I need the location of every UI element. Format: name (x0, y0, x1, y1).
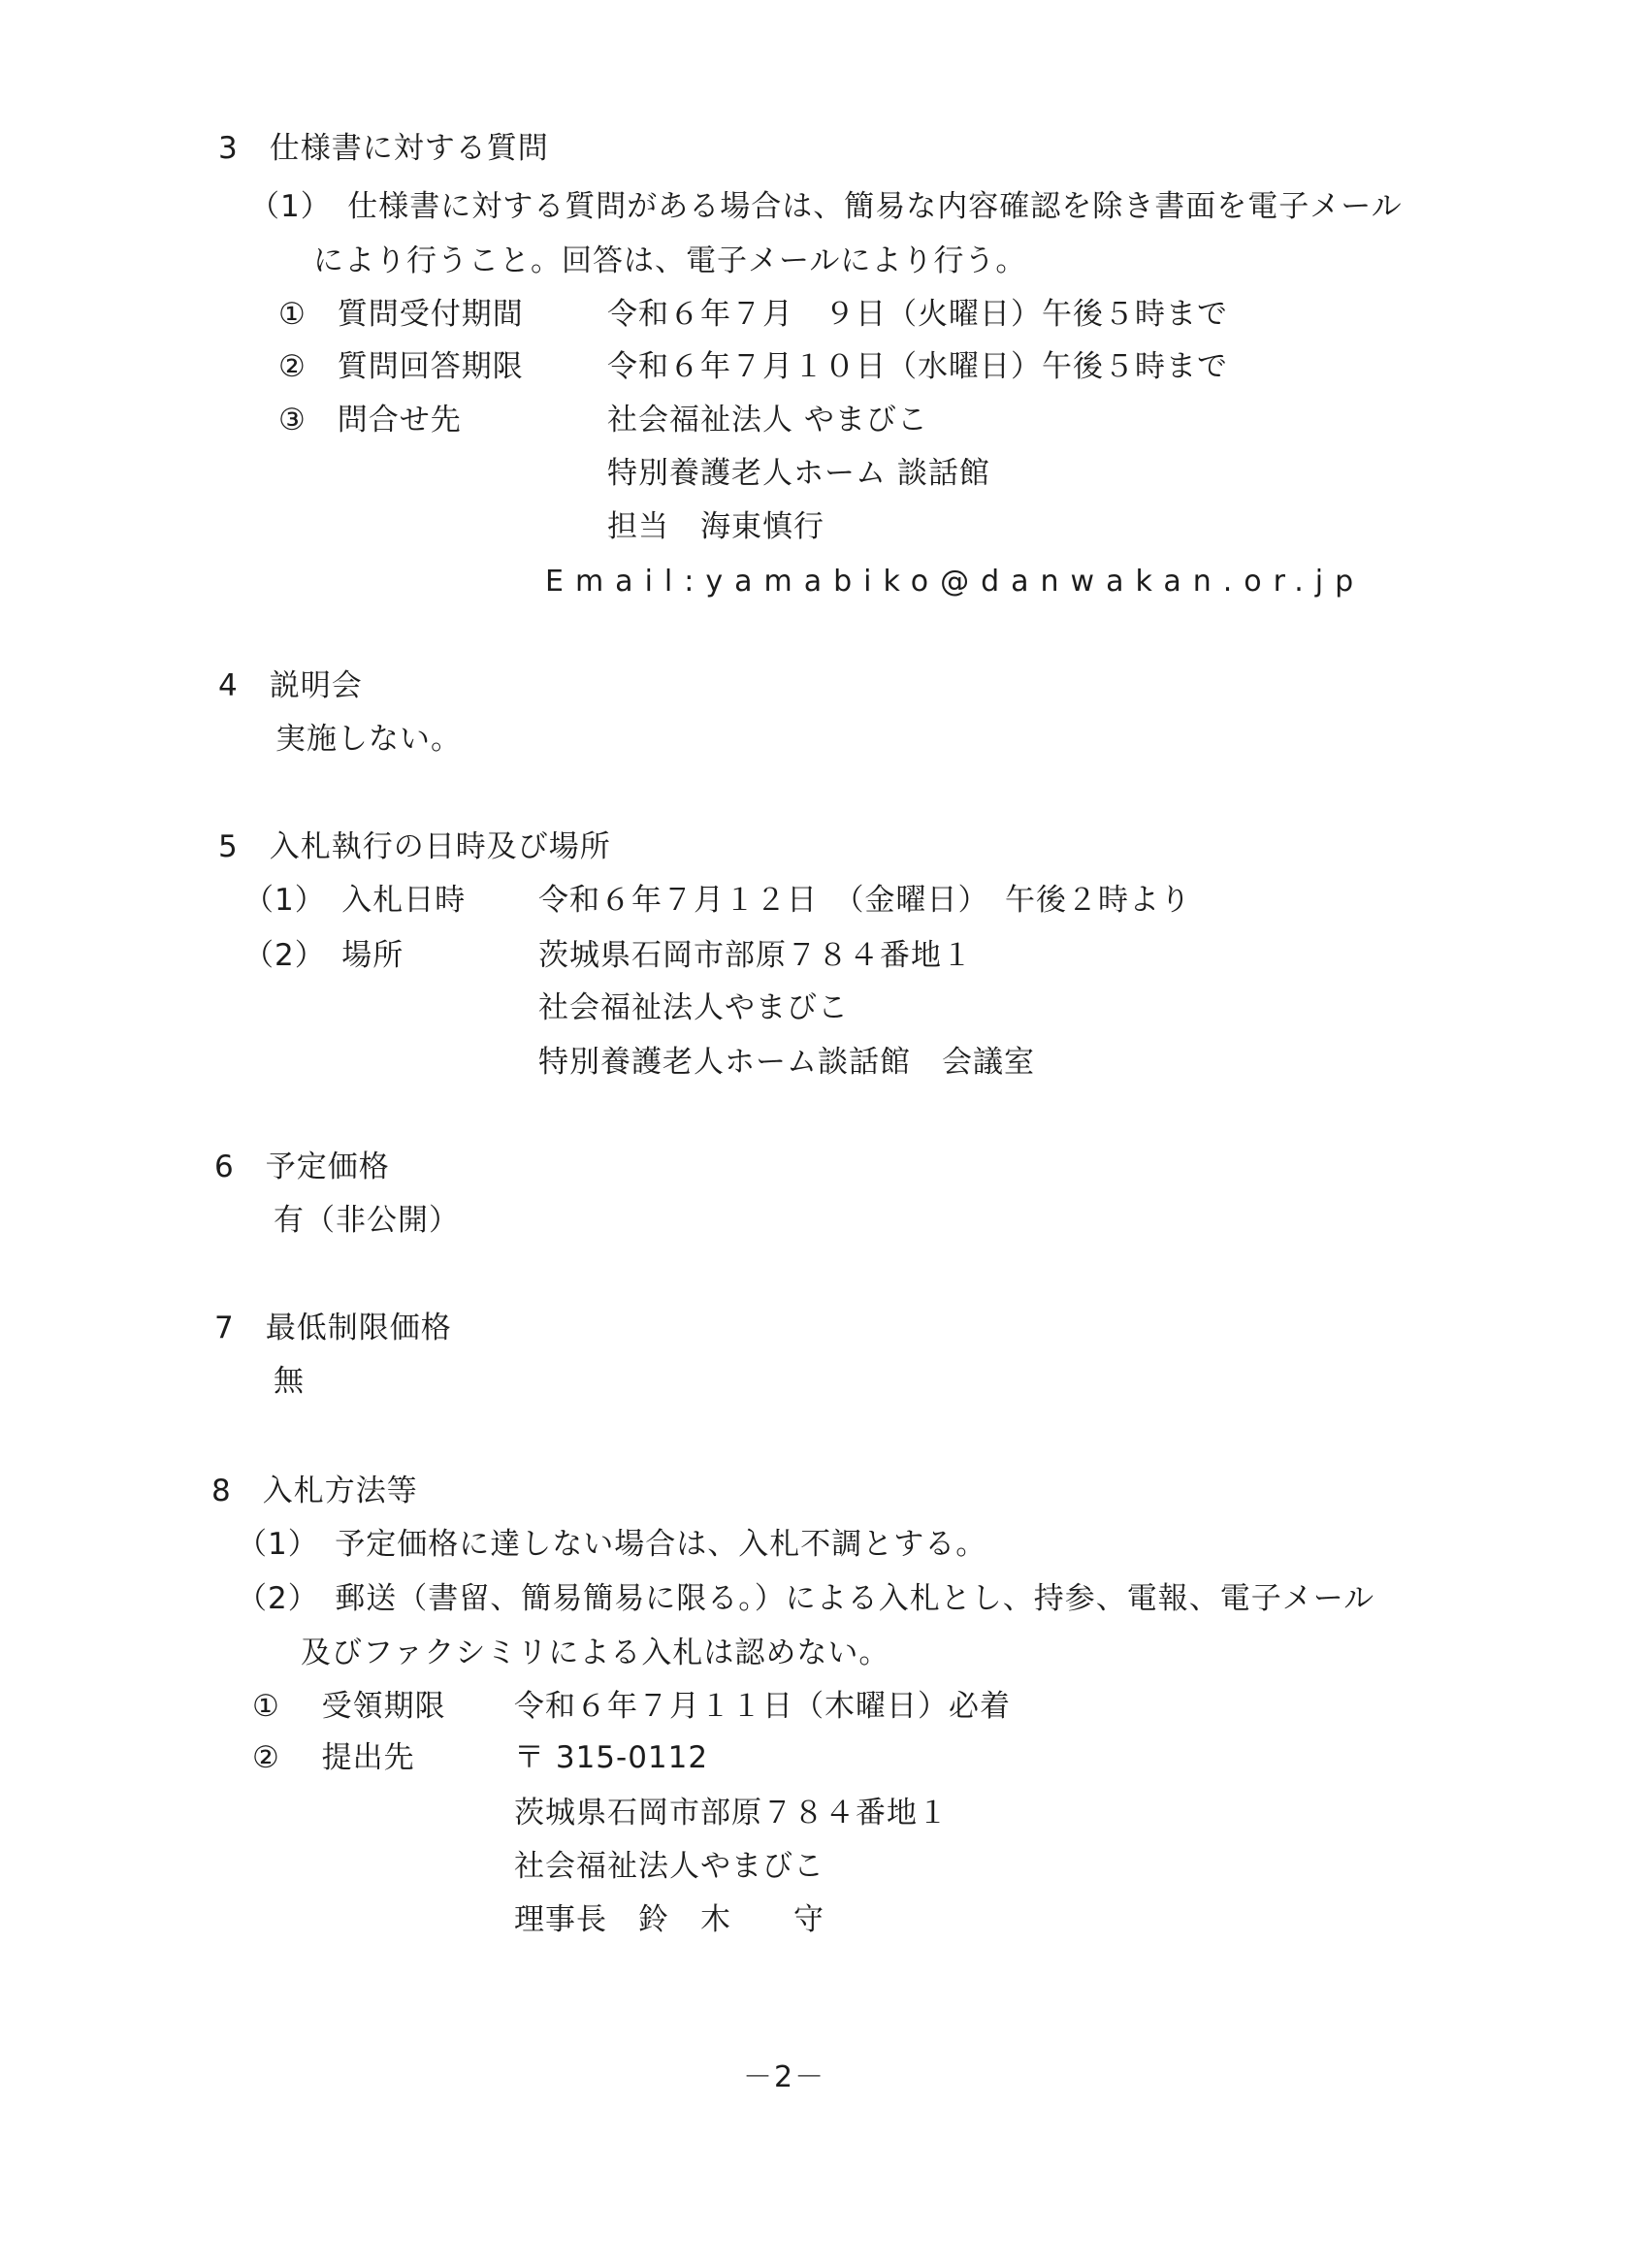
section-6-heading: 6 予定価格 (214, 1150, 390, 1184)
section-3-item-2-label: ② 質問回答期限 (278, 349, 524, 384)
section-3-paragraph-1-line-2: により行うこと。回答は、電子メールにより行う。 (313, 243, 1027, 278)
section-8-item-2-label: ② 提出先 (252, 1740, 415, 1775)
section-8-paragraph-1: （1） 予定価格に達しない場合は、入札不調とする。 (237, 1527, 987, 1562)
section-3-contact-org: 社会福祉法人 やまびこ (607, 403, 928, 437)
page-number: －2－ (743, 2060, 826, 2094)
section-5-row-1-value: 令和６年７月１２日 （金曜日） 午後２時より (538, 883, 1191, 918)
section-3-contact-facility: 特別養護老人ホーム 談話館 (607, 456, 990, 491)
section-3-contact-email: Email:yamabiko@danwakan.or.jp (545, 565, 1366, 599)
section-8-org: 社会福祉法人やまびこ (514, 1849, 824, 1884)
section-4-body: 実施しない。 (275, 722, 462, 757)
section-8-heading: 8 入札方法等 (211, 1474, 418, 1508)
section-7-heading: 7 最低制限価格 (214, 1311, 452, 1345)
section-3-item-1-value: 令和６年７月 ９日（火曜日）午後５時まで (607, 297, 1228, 332)
section-8-item-1-label: ① 受領期限 (252, 1689, 446, 1724)
section-8-paragraph-2-line-2: 及びファクシミリによる入札は認めない。 (301, 1636, 890, 1670)
section-5-heading: 5 入札執行の日時及び場所 (218, 829, 611, 864)
section-3-item-1-label: ① 質問受付期間 (278, 297, 524, 332)
section-8-paragraph-2-line-1: （2） 郵送（書留、簡易簡易に限る。）による入札とし、持参、電報、電子メール (237, 1581, 1375, 1616)
section-5-row-2-label: （2） 場所 (243, 938, 404, 973)
section-8-postal-code: 〒 315-0112 (514, 1740, 709, 1775)
section-5-place-org: 社会福祉法人やまびこ (538, 990, 849, 1025)
section-6-body: 有（非公開） (274, 1203, 460, 1238)
section-8-item-1-value: 令和６年７月１１日（木曜日）必着 (514, 1689, 1011, 1724)
section-5-row-1-label: （1） 入札日時 (243, 883, 467, 918)
section-8-chairman: 理事長 鈴 木 守 (514, 1902, 824, 1937)
section-5-place-room: 特別養護老人ホーム談話館 会議室 (538, 1045, 1035, 1080)
section-8-address: 茨城県石岡市部原７８４番地１ (514, 1796, 949, 1831)
section-7-body: 無 (274, 1364, 305, 1399)
section-5-place-address: 茨城県石岡市部原７８４番地１ (538, 938, 973, 973)
section-3-item-2-value: 令和６年７月１０日（水曜日）午後５時まで (607, 349, 1228, 384)
section-3-item-3-label: ③ 問合せ先 (278, 403, 462, 437)
section-3-paragraph-1-line-1: （1） 仕様書に対する質問がある場合は、簡易な内容確認を除き書面を電子メール (249, 189, 1403, 224)
section-3-heading: 3 仕様書に対する質問 (218, 131, 549, 166)
section-3-contact-person: 担当 海東慎行 (607, 509, 824, 544)
section-4-heading: 4 説明会 (218, 668, 363, 703)
